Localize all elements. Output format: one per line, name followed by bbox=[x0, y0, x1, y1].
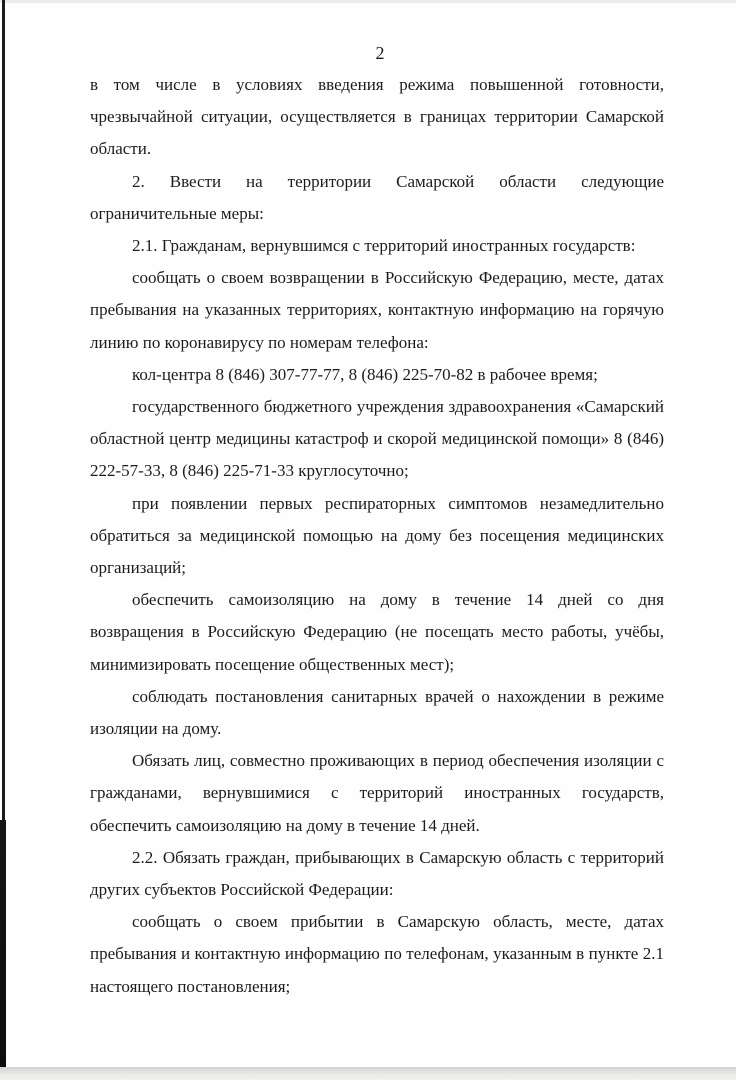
paragraph-continuation: в том числе в условиях введения режима повышенной готовности, чрезвычайной ситуации, осуществляется в границах территории Самарской области. bbox=[90, 75, 664, 159]
paragraph-item-2-1: 2.1. Гражданам, вернувшимся с территорий иностранных государств: bbox=[132, 236, 636, 256]
paragraph-item-2: 2. Ввести на территории Самарской области следующие ограничительные меры: bbox=[90, 171, 664, 223]
paragraph: соблюдать постановления санитарных врачей о нахождении в режиме изоляции на дому. bbox=[90, 686, 664, 739]
scan-edge-bottom bbox=[0, 1067, 736, 1080]
scan-edge-top bbox=[0, 0, 736, 3]
paragraph-phone-callcenter: кол-центра 8 (846) 307-77-77, 8 (846) 225-70-82 в рабочее время; bbox=[132, 364, 598, 384]
document-body bbox=[90, 69, 664, 1003]
paragraph: обеспечить самоизоляцию на дому в течение 14 дней со дня возвращения в Российскую Федерацию (не посещать место работы, учёбы, минимизировать посещение общественных мест); bbox=[90, 590, 664, 674]
paragraph-phone-medcenter: государственного бюджетного учреждения здравоохранения «Самарский областной центр медицины катастроф и скорой медицинской помощи» 8 (846) 222-57-33, 8 (846) 225-71-33 круглосуточно; bbox=[90, 397, 664, 481]
paragraph: сообщать о своем прибытии в Самарскую область, месте, датах пребывания и контактную информацию по телефонам, указанным в пункте 2.1 настоящего постановления; bbox=[90, 912, 664, 996]
paragraph: сообщать о своем возвращении в Российскую Федерацию, месте, датах пребывания на указанных территориях, контактную информацию на горячую линию по коронавирусу по номерам телефона: bbox=[90, 268, 664, 352]
paragraph: Обязать лиц, совместно проживающих в период обеспечения изоляции с гражданами, вернувшимися с территорий иностранных государств, обеспечить самоизоляцию на дому в течение 14 дней. bbox=[90, 751, 664, 835]
paragraph-item-2-2: 2.2. Обязать граждан, прибывающих в Самарскую область с территорий других субъектов Российской Федерации: bbox=[90, 847, 664, 900]
page-number: 2 bbox=[375, 43, 385, 63]
paragraph: при появлении первых респираторных симптомов незамедлительно обратиться за медицинской помощью на дому без посещения медицинских организаций; bbox=[90, 493, 664, 578]
scan-edge-left-shadow bbox=[0, 820, 6, 1068]
